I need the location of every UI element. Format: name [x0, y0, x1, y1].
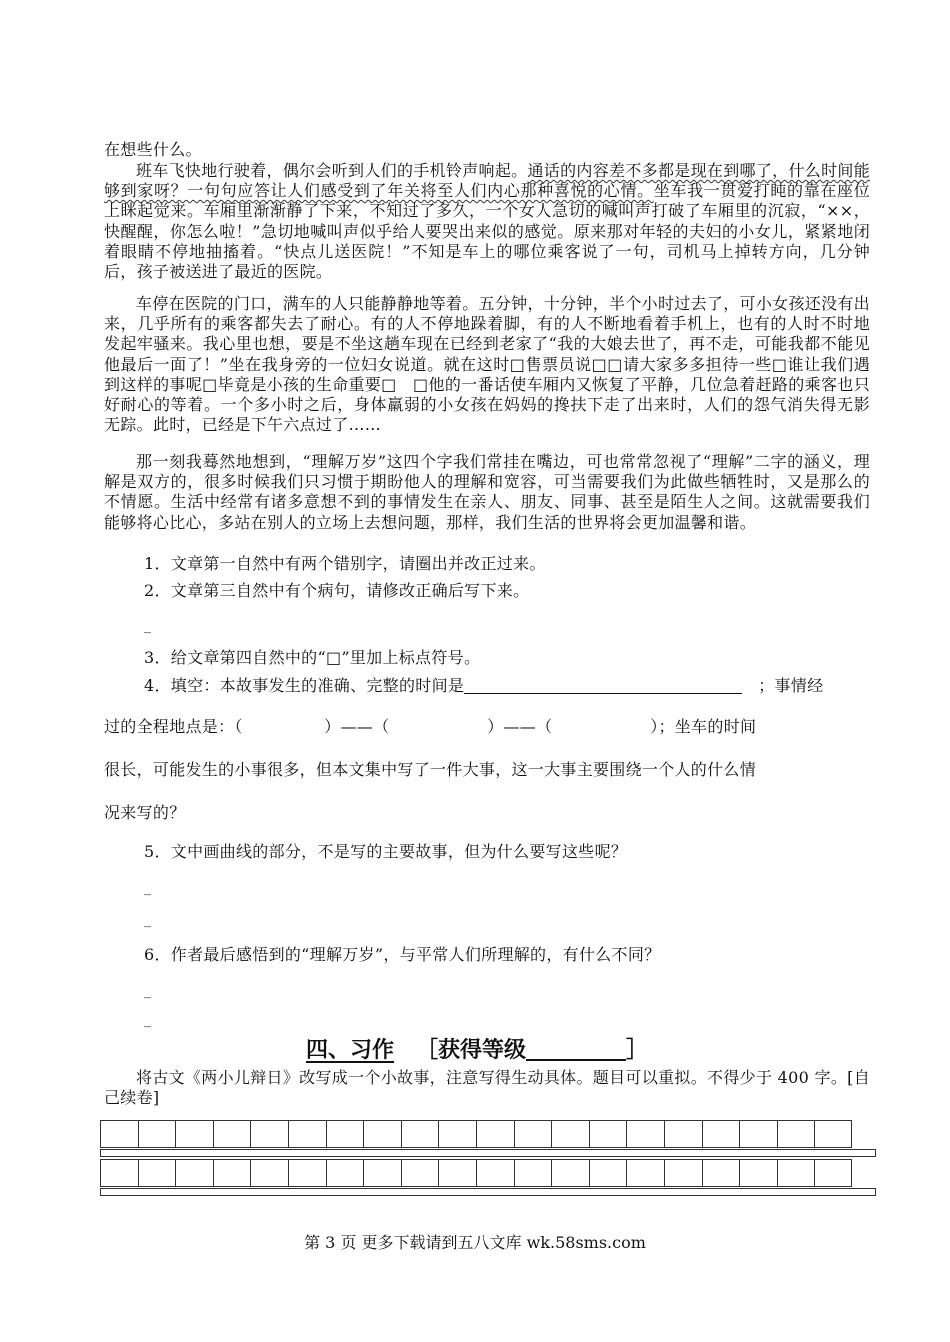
question-4-line-3: 很长，可能发生的小事很多，但本文集中写了一件大事，这一大事主要围绕一个人的什么情 [104, 760, 757, 779]
question-4-text: 4．填空：本故事发生的准确、完整的时间是 [144, 676, 465, 695]
grid-cell[interactable] [551, 1120, 589, 1148]
question-6: 6．作者最后感悟到的“理解万岁”，与平常人们所理解的，有什么不同？ [144, 945, 661, 964]
answer-line[interactable]: _ [144, 618, 151, 634]
grid-cell[interactable] [213, 1120, 251, 1148]
grid-cell[interactable] [213, 1159, 251, 1187]
grid-cell[interactable] [514, 1120, 552, 1148]
passage-paragraph-0: 在想些什么。 [104, 140, 202, 159]
grid-cell[interactable] [777, 1120, 815, 1148]
question-1: 1．文章第一自然中有两个错别字，请圈出并改正过来。 [144, 554, 546, 573]
grid-cell[interactable] [401, 1159, 439, 1187]
grid-cell[interactable] [138, 1159, 176, 1187]
grid-cell[interactable] [777, 1159, 815, 1187]
grade-bracket-close: ］ [626, 1038, 649, 1063]
grid-cell[interactable] [401, 1120, 439, 1148]
question-4-line-2: 过的全程地点是：（ ）——（ ）——（ ）；坐车的时间 [104, 717, 757, 736]
section-4-title: 四、习作 [306, 1038, 395, 1063]
grid-cell[interactable] [326, 1120, 364, 1148]
writing-grid-row-2[interactable] [100, 1159, 852, 1187]
grid-cell[interactable] [551, 1159, 589, 1187]
grid-cell[interactable] [175, 1120, 213, 1148]
grid-cell[interactable] [664, 1120, 702, 1148]
writing-prompt: 将古文《两小儿辩日》改写成一个小故事，注意写得生动具体。题目可以重拟。不得少于 400 字。[自己续卷] [104, 1068, 870, 1108]
answer-line[interactable]: _ [144, 1012, 151, 1028]
grid-cell[interactable] [702, 1159, 740, 1187]
time-answer-blank[interactable] [464, 677, 742, 694]
passage-paragraph-1 [104, 161, 870, 282]
grid-cell[interactable] [514, 1159, 552, 1187]
question-4-line-1 [144, 675, 823, 697]
passage-paragraph-2: 车停在医院的门口，满车的人只能静静地等着。五分钟，十分钟，半个小时过去了，可小女孩还没有出来，几乎所有的乘客都失去了耐心。有的人不停地跺着脚，有的人不断地看着手机上，也有的人时不时地发起牢骚来。我心里也想，要是不坐这趟车现在已经到老家了“我的大娘去世了，再不走，可能我都不能见他最后一面了！”坐在我身旁的一位妇女说道。就在这时□售票员说□□请大家多多担待一些□谁让我们遇到这样的事呢□毕竟是小孩的生命重要□ □他的一番话使车厢内又恢复了平静，几位急着赶路的乘客也只好耐心的等着。一个多小时之后，身体羸弱的小女孩在妈妈的搀扶下走了出来时，人们的怨气消失得无影无踪。此时，已经是下午六点过了…… [104, 294, 870, 435]
answer-line[interactable]: _ [144, 880, 151, 896]
grid-row-separator [100, 1149, 876, 1157]
grid-cell[interactable] [363, 1120, 401, 1148]
grid-cell[interactable] [438, 1120, 476, 1148]
grid-cell[interactable] [363, 1159, 401, 1187]
grade-label: ［获得等级 [416, 1038, 527, 1063]
section-4-heading [306, 1035, 648, 1066]
grid-cell[interactable] [326, 1159, 364, 1187]
grid-cell[interactable] [814, 1120, 852, 1148]
passage-paragraph-3: 那一刻我蓦然地想到，“理解万岁”这四个字我们常挂在嘴边，可也常常忽视了“理解”二字的涵义，理解是双方的，很多时候我们只习惯于期盼他人的理解和宽容，可当需要我们为此做些牺牲时，又是那么的不情愿。生活中经常有诸多意想不到的事情发生在亲人、朋友、同事、甚至是陌生人之间。这就需要我们能够将心比心，多站在别人的立场上去想问题，那样，我们生活的世界将会更加温馨和谐。 [104, 452, 870, 532]
grid-cell[interactable] [702, 1120, 740, 1148]
grid-cell[interactable] [175, 1159, 213, 1187]
grid-cell[interactable] [814, 1159, 852, 1187]
grid-cell[interactable] [100, 1159, 138, 1187]
page-footer: 第 3 页 更多下载请到五八文库 wk.58sms.com [304, 1233, 646, 1252]
grid-cell[interactable] [589, 1159, 627, 1187]
grid-cell[interactable] [664, 1159, 702, 1187]
grid-cell[interactable] [476, 1120, 514, 1148]
question-4-text-tail: ；事情经 [758, 676, 824, 695]
grid-cell[interactable] [626, 1120, 664, 1148]
writing-grid-row-1[interactable] [100, 1120, 852, 1148]
grid-cell[interactable] [626, 1159, 664, 1187]
question-3: 3．给文章第四自然中的“□”里加上标点符号。 [144, 648, 481, 667]
wavy-underlined-text: 通话的内容差不多都是现在到哪了，什么时间能够到家呀？一句句应答让人们感受到了年关将至人们内心那种喜悦的心情。 [104, 161, 870, 201]
grade-blank[interactable] [526, 1035, 626, 1061]
grid-cell[interactable] [739, 1159, 777, 1187]
question-5: 5．文中画曲线的部分，不是写的主要故事，但为什么要写这些呢？ [144, 842, 628, 861]
grid-cell[interactable] [288, 1120, 326, 1148]
grid-cell[interactable] [100, 1120, 138, 1148]
grid-cell[interactable] [138, 1120, 176, 1148]
grid-cell[interactable] [250, 1159, 288, 1187]
grid-cell[interactable] [250, 1120, 288, 1148]
grid-cell[interactable] [476, 1159, 514, 1187]
question-4-line-4: 况来写的？ [104, 803, 186, 822]
paragraph-1-lead: 班车飞快地行驶着，偶尔会听到人们的手机铃声响起。 [136, 161, 528, 180]
question-2: 2．文章第三自然中有个病句，请修改正确后写下来。 [144, 581, 530, 600]
grid-cell[interactable] [288, 1159, 326, 1187]
paragraph-1-rest: 坐车我一贯爱打盹的靠在座位上眯起觉来。车厢里渐渐静了下来，不知过了多久，一个女人急切的喊叫声打破了车厢里的沉寂，“××，快醒醒，你怎么啦！”急切地喊叫声似乎给人要哭出来似的感觉。原来那对年轻的夫妇的小女儿，紧紧地闭着眼睛不停地抽搐着。“快点儿送医院！”不知是车上的哪位乘客说了一句，司机马上掉转方向，几分钟后，孩子被送进了最近的医院。 [104, 181, 870, 282]
grid-cell[interactable] [438, 1159, 476, 1187]
answer-line[interactable]: _ [144, 983, 151, 999]
grid-cell[interactable] [739, 1120, 777, 1148]
grid-cell[interactable] [589, 1120, 627, 1148]
answer-line[interactable]: _ [144, 912, 151, 928]
grid-row-separator [100, 1188, 876, 1196]
